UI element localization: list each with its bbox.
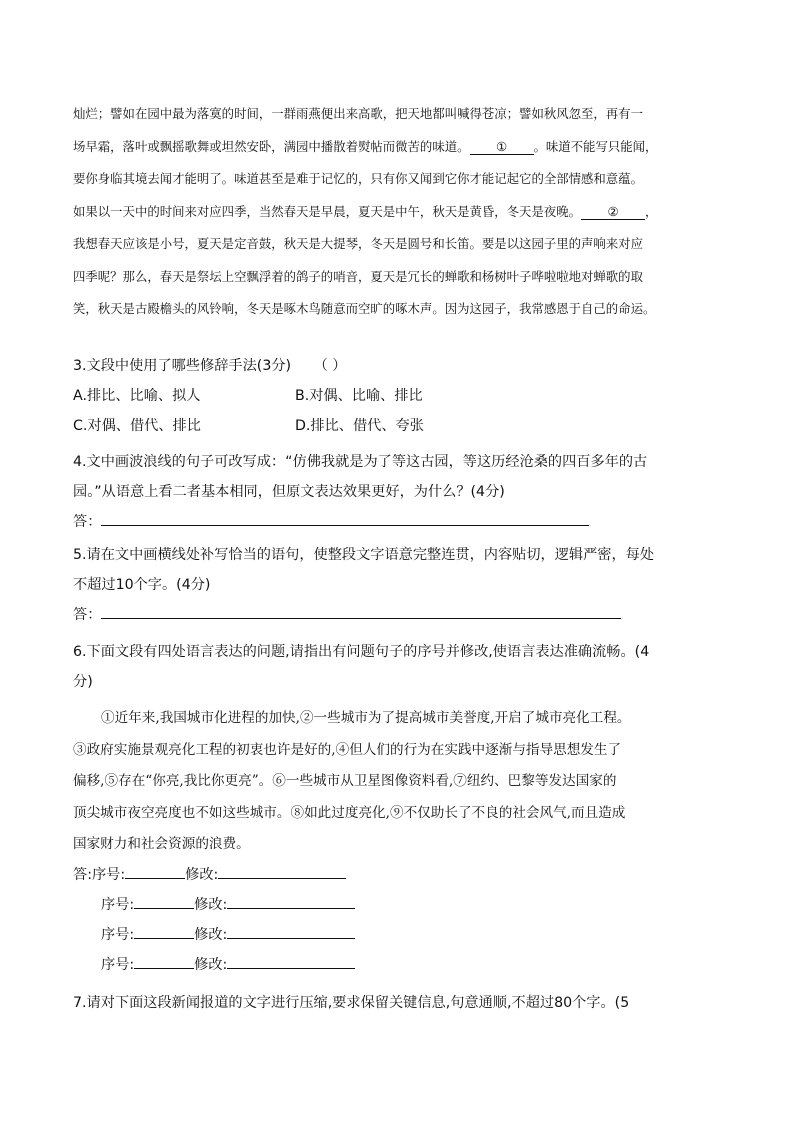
passage-line: 灿烂；譬如在园中最为落寞的时间，一群雨燕便出来高歌，把天地都叫喊得苍凉；譬如秋风忽至，再有一 xyxy=(73,106,643,121)
question-6 xyxy=(73,637,733,697)
question-6-line: 6.下面文段有四处语言表达的问题,请指出有问题句子的序号并修改,使语言表达准确流畅。(4 xyxy=(73,644,650,660)
seq-label: 序号: xyxy=(91,867,126,883)
question-6-paragraph xyxy=(73,703,733,861)
question-5-line: 不超过10个字。(4分) xyxy=(73,577,211,593)
options-row-2 xyxy=(73,411,733,441)
fix-label: 修改: xyxy=(194,927,228,943)
answer-row xyxy=(73,890,733,920)
question-7-line: 7.请对下面这段新闻报道的文字进行压缩,要求保留关键信息,句意通顺,不超过80个字。(5 xyxy=(73,995,630,1011)
answer-prefix: 答: xyxy=(73,867,92,883)
blank-1-number: ① xyxy=(495,138,508,154)
passage-line: 我想春天应该是小号，夏天是定音鼓，秋天是大提琴，冬天是圆号和长笛。要是以这园子里的声响来对应 xyxy=(73,236,643,251)
passage-text: ， xyxy=(645,203,658,219)
answer-row xyxy=(73,860,733,890)
fix-label: 修改: xyxy=(185,867,219,883)
question-3 xyxy=(73,351,733,441)
blank-1[interactable] xyxy=(470,140,534,155)
passage-text: 如果以一天中的时间来对应四季，当然春天是早晨，夏天是中午，秋天是黄昏，冬天是夜晚。 xyxy=(73,203,582,219)
answer-line[interactable] xyxy=(101,509,589,526)
question-4-line: 园。”从语意上看二者基本相同，但原文表达效果更好，为什么？(4分) xyxy=(73,484,505,500)
question-3-stem: 3.文段中使用了哪些修辞手法(3分) xyxy=(73,358,292,374)
blank-2[interactable] xyxy=(581,205,645,220)
fix-field[interactable] xyxy=(218,862,346,879)
reading-passage xyxy=(73,98,733,326)
question-3-stem-row xyxy=(73,351,733,381)
passage-line: 笑，秋天是古殿檐头的风铃响，冬天是啄木鸟随意而空旷的啄木声。因为这园子，我常感恩于自己的命运。 xyxy=(73,301,656,316)
option-b[interactable]: B.对偶、比喻、排比 xyxy=(295,388,423,404)
fix-label: 修改: xyxy=(194,957,228,973)
option-c[interactable]: C.对偶、借代、排比 xyxy=(73,418,201,434)
passage-text: 。味道不能写只能闻， xyxy=(533,138,658,154)
answer-line[interactable] xyxy=(101,602,621,619)
paragraph-line: ③政府实施景观亮化工程的初衷也许是好的,④但人们的行为在实践中逐渐与指导思想发生了 xyxy=(73,741,622,758)
answer-label: 答： xyxy=(73,607,102,623)
options-row-1 xyxy=(73,381,733,411)
paragraph-line: 顶尖城市夜空亮度也不如这些城市。⑧如此过度亮化,⑨不仅助长了不良的社会风气,而且造成 xyxy=(73,804,626,821)
seq-label: 序号: xyxy=(101,897,135,913)
question-7 xyxy=(73,988,733,1018)
paragraph-line: ①近年来,我国城市化进程的加快,②一些城市为了提高城市美誉度,开启了城市亮化工程。 xyxy=(101,710,631,726)
seq-label: 序号: xyxy=(101,957,135,973)
fix-field[interactable] xyxy=(227,922,355,939)
passage-line: 四季呢？那么，春天是祭坛上空飘浮着的鸽子的哨音，夏天是冗长的蝉歌和杨树叶子哗啦啦地对蝉歌的取 xyxy=(73,268,643,284)
question-6-answers xyxy=(73,860,733,980)
option-d[interactable]: D.排比、借代、夸张 xyxy=(295,418,424,434)
answer-row xyxy=(73,950,733,980)
passage-line: 要你身临其境去闻才能明了。味道甚至是难于记忆的，只有你又闻到它你才能记起它的全部情感和意蕴。 xyxy=(73,171,643,186)
paragraph-line: 偏移,⑤存在“你亮,我比你更亮”。⑥一些城市从卫星图像资料看,⑦纽约、巴黎等发达国家的 xyxy=(73,773,617,789)
option-a[interactable]: A.排比、比喻、拟人 xyxy=(73,388,201,404)
answer-paren[interactable]: （ ） xyxy=(313,358,347,374)
passage-text: 场早霜，落叶或飘摇歌舞或坦然安卧，满园中播散着熨帖而微苦的味道。 xyxy=(73,138,470,154)
seq-field[interactable] xyxy=(125,862,185,879)
question-4-line: 4.文中画波浪线的句子可改写成：“仿佛我就是为了等这古园，等这历经沧桑的四百多年的古 xyxy=(73,454,648,470)
question-5-line: 5.请在文中画横线处补写恰当的语句，使整段文字语意完整连贯，内容贴切，逻辑严密，每处 xyxy=(73,547,655,563)
question-4-answer-row xyxy=(73,507,733,537)
answer-row xyxy=(73,920,733,950)
fix-field[interactable] xyxy=(227,952,355,969)
question-5-answer-row xyxy=(73,600,733,630)
question-4 xyxy=(73,447,733,537)
question-6-line: 分) xyxy=(73,674,93,690)
seq-label: 序号: xyxy=(101,927,135,943)
paragraph-line: 国家财力和社会资源的浪费。 xyxy=(73,836,250,852)
answer-label: 答： xyxy=(73,514,102,530)
question-5 xyxy=(73,540,733,630)
seq-field[interactable] xyxy=(134,952,194,969)
fix-label: 修改: xyxy=(194,897,228,913)
seq-field[interactable] xyxy=(134,922,194,939)
passage-line xyxy=(73,196,733,229)
fix-field[interactable] xyxy=(227,892,355,909)
passage-line xyxy=(73,131,733,164)
seq-field[interactable] xyxy=(134,892,194,909)
blank-2-number: ② xyxy=(607,203,619,219)
